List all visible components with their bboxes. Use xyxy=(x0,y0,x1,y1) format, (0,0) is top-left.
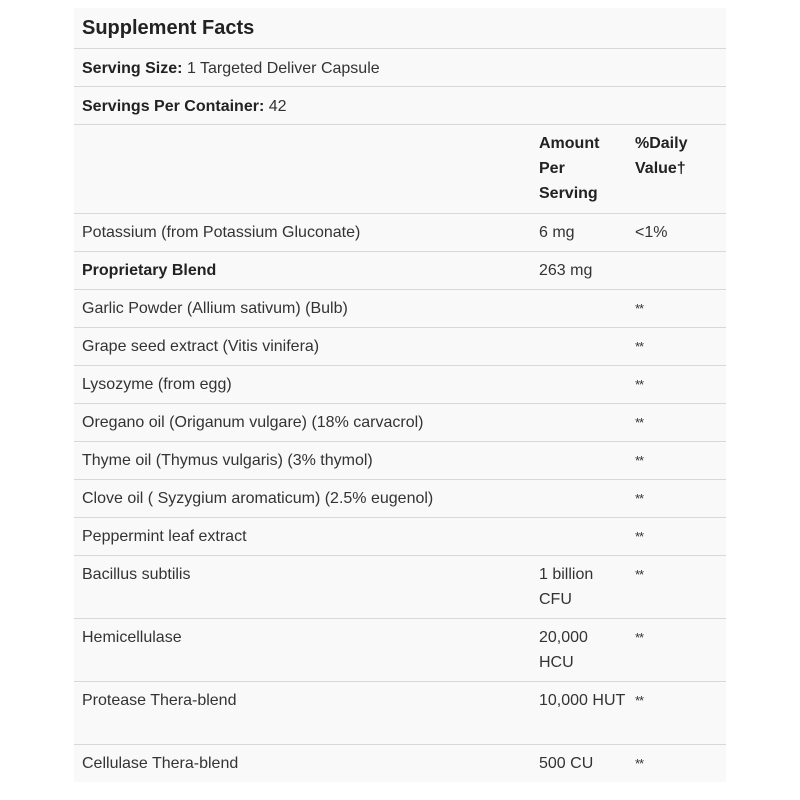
table-row xyxy=(74,518,726,556)
ingredient-dv: <1% xyxy=(635,224,668,241)
ingredient-dv: ** xyxy=(635,301,644,316)
ingredient-name: Hemicellulase xyxy=(82,629,182,646)
servings-per-container-value: 42 xyxy=(268,98,287,115)
ingredient-dv: ** xyxy=(635,339,644,354)
ingredient-name: Proprietary Blend xyxy=(82,262,217,279)
serving-size xyxy=(74,49,380,86)
ingredient-dv: ** xyxy=(635,491,644,506)
ingredient-name: Cellulase Thera-blend xyxy=(82,755,239,772)
ingredient-dv: ** xyxy=(635,377,644,392)
header-daily-value: %Daily Value† xyxy=(635,135,688,177)
ingredient-amount: 10,000 HUT xyxy=(539,692,626,709)
table-row xyxy=(74,290,726,328)
ingredient-amount xyxy=(531,366,627,403)
ingredient-dv: ** xyxy=(635,453,644,468)
ingredient-name: Bacillus subtilis xyxy=(82,566,191,583)
header-name-cell xyxy=(74,125,531,213)
ingredient-name: Protease Thera-blend xyxy=(82,692,237,709)
table-row xyxy=(74,214,726,252)
ingredient-amount: 6 mg xyxy=(539,224,575,241)
servings-per-container xyxy=(74,87,287,124)
table-row xyxy=(74,252,726,290)
ingredient-amount xyxy=(531,518,627,555)
table-row xyxy=(74,745,726,782)
panel-title: Supplement Facts xyxy=(82,17,255,39)
ingredient-name: Clove oil ( Syzygium aromaticum) (2.5% eugenol) xyxy=(82,490,434,507)
title-row xyxy=(74,8,726,49)
ingredient-dv: ** xyxy=(635,693,644,708)
ingredient-dv: ** xyxy=(635,756,644,771)
ingredient-dv xyxy=(627,252,726,289)
header-amount: Amount Per Serving xyxy=(539,135,600,202)
supplement-facts-panel xyxy=(74,8,726,782)
table-row xyxy=(74,619,726,682)
ingredient-dv: ** xyxy=(635,630,644,645)
table-row xyxy=(74,442,726,480)
ingredient-name: Grape seed extract (Vitis vinifera) xyxy=(82,338,320,355)
ingredient-amount xyxy=(531,328,627,365)
ingredient-amount xyxy=(531,404,627,441)
column-header-row xyxy=(74,125,726,214)
servings-per-container-label: Servings Per Container: xyxy=(82,98,265,115)
table-row xyxy=(74,480,726,518)
ingredient-name: Garlic Powder (Allium sativum) (Bulb) xyxy=(82,300,348,317)
ingredient-dv: ** xyxy=(635,415,644,430)
ingredient-amount: 500 CU xyxy=(539,755,594,772)
ingredient-name: Potassium (from Potassium Gluconate) xyxy=(82,224,361,241)
ingredient-name: Lysozyme (from egg) xyxy=(82,376,232,393)
serving-size-label: Serving Size: xyxy=(82,60,183,77)
table-row xyxy=(74,682,726,745)
table-row xyxy=(74,404,726,442)
ingredient-amount: 263 mg xyxy=(539,262,593,279)
serving-size-row xyxy=(74,49,726,87)
ingredient-amount: 20,000 HCU xyxy=(539,629,588,671)
servings-per-container-row xyxy=(74,87,726,125)
ingredient-dv: ** xyxy=(635,567,644,582)
ingredient-name: Peppermint leaf extract xyxy=(82,528,247,545)
serving-size-value: 1 Targeted Deliver Capsule xyxy=(186,60,380,77)
ingredient-name: Thyme oil (Thymus vulgaris) (3% thymol) xyxy=(82,452,373,469)
table-row xyxy=(74,556,726,619)
ingredient-amount xyxy=(531,442,627,479)
ingredient-amount: 1 billion CFU xyxy=(539,566,594,608)
ingredient-name: Oregano oil (Origanum vulgare) (18% carvacrol) xyxy=(82,414,424,431)
ingredient-amount xyxy=(531,290,627,327)
ingredient-amount xyxy=(531,480,627,517)
ingredient-dv: ** xyxy=(635,529,644,544)
table-row xyxy=(74,328,726,366)
table-row xyxy=(74,366,726,404)
